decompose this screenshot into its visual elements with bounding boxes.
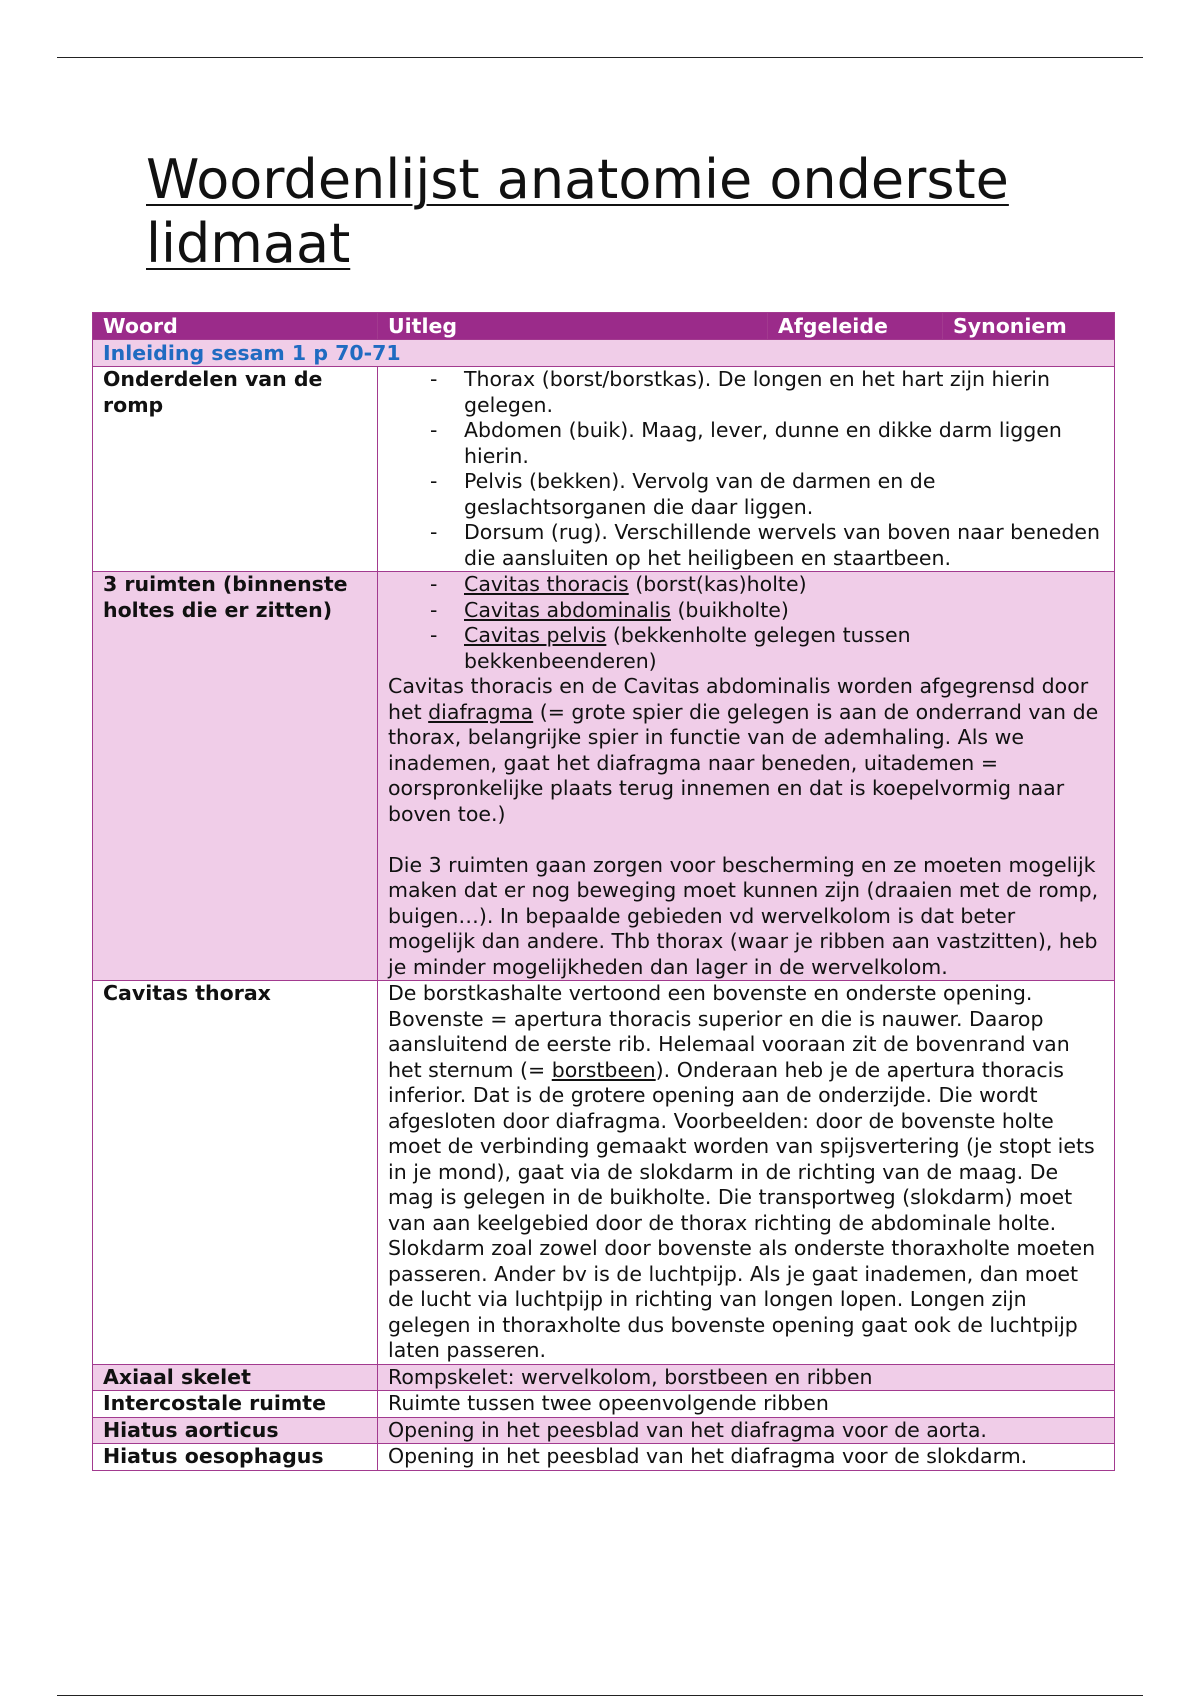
paragraph [388,674,1104,827]
dash-list [388,572,1104,674]
section-row [93,340,1115,367]
dash-list [388,367,1104,571]
paragraph [388,981,1104,1364]
header-derived: Afgeleide [768,313,943,340]
text-run: De borstkashalte vertoond een bovenste en onderste opening. Bovenste = apertura thoracis superior en die is nauwer. Daarop aansluitend de eerste rib. Helemaal vooraan zit de bovenrand van het sternum (= [388,981,1070,1082]
explanation-cell: Ruimte tussen twee opeenvolgende ribben [378,1391,1115,1418]
text-run: (= grote spier die gelegen is aan de onderrand van de thorax, belangrijke spier in functie van de ademhaling. Als we inademen, gaat het diafragma naar beneden, uitademen = oorspronkelijke plaats terug innemen en dat is koepelvormig naar boven toe.) [388,699,1099,826]
cavity-term: Cavitas thoracis [464,572,629,596]
list-item: - Thorax (borst/borstkas). De longen en het hart zijn hierin gelegen. [464,367,1104,418]
underlined-term: diafragma [428,699,534,724]
explanation-cell [378,572,1115,981]
table-header-row [93,313,1115,340]
table-row [93,1364,1115,1391]
footer-rule [57,1695,1143,1696]
cavity-term: Cavitas pelvis [464,623,607,647]
explanation-cell: Opening in het peesblad van het diafragma voor de aorta. [378,1417,1115,1444]
explanation-cell: Opening in het peesblad van het diafragma voor de slokdarm. [378,1444,1115,1471]
explanation-cell: Rompskelet: wervelkolom, borstbeen en ribben [378,1364,1115,1391]
table-row [93,1417,1115,1444]
cavity-term: Cavitas abdominalis [464,597,671,622]
table-row [93,981,1115,1365]
header-rule [57,57,1143,58]
table-row [93,1444,1115,1471]
header-word: Woord [93,313,378,340]
list-item: - Pelvis (bekken). Vervolg van de darmen en de geslachtsorganen die daar liggen. [464,469,1104,520]
table-row [93,367,1115,572]
text-run: ). Onderaan heb je de apertura thoracis inferior. Dat is de grotere opening aan de onderzijde. Die wordt afgesloten door diafragma. Voorbeelden: door de bovenste holte moet de verbinding gemaakt worden van spijsvertering (je stopt iets in je mond), gaat via de slokdarm in de richting van de maag. De mag is gelegen in de buikholte. Die transportweg (slokdarm) moet van aan keelgebied door de thorax richting de abdominale holte. Slokdarm zoal zowel door bovenste als onderste thoraxholte moeten passeren. Ander bv is de luchtpijp. Als je gaat inademen, dan moet de lucht via luchtpijp in richting van longen lopen. Longen zijn gelegen in thoraxholte dus bovenste opening gaat ook de luchtpijp laten passeren. [388,1057,1096,1362]
term-cell: Cavitas thorax [93,981,378,1365]
section-title: Inleiding sesam 1 p 70-71 [93,340,1115,367]
cavity-desc: (bekkenholte gelegen tussen bekkenbeenderen) [464,623,911,673]
cavity-desc: (borst(kas)holte) [628,572,807,596]
table-row [93,1391,1115,1418]
list-item: - Abdomen (buik). Maag, lever, dunne en dikke darm liggen hierin. [464,418,1104,469]
text-run: Cavitas thoracis en de Cavitas abdominalis worden afgegrensd door het [388,674,1089,724]
list-item [464,598,1104,624]
explanation-cell [378,367,1115,572]
cavity-desc: (buikholte) [670,597,789,622]
glossary-table [92,312,1115,1471]
term-cell: Hiatus oesophagus [93,1444,378,1471]
table-row [93,572,1115,981]
underlined-term: borstbeen [551,1057,656,1082]
header-explanation: Uitleg [378,313,768,340]
list-item [464,623,1104,674]
term-cell: Intercostale ruimte [93,1391,378,1418]
list-item [464,572,1104,598]
page-title: Woordenlijst anatomie onderste lidmaat [146,148,1009,275]
term-cell: Axiaal skelet [93,1364,378,1391]
paragraph-gap [388,827,1104,853]
term-cell: 3 ruimten (binnenste holtes die er zitten) [93,572,378,981]
term-cell: Hiatus aorticus [93,1417,378,1444]
term-cell: Onderdelen van de romp [93,367,378,572]
header-synonym: Synoniem [943,313,1115,340]
paragraph: Die 3 ruimten gaan zorgen voor bescherming en ze moeten mogelijk maken dat er nog beweging moet kunnen zijn (draaien met de romp, buigen…). In bepaalde gebieden vd wervelkolom is dat beter mogelijk dan andere. Thb thorax (waar je ribben aan vastzitten), heb je minder mogelijkheden dan lager in de wervelkolom. [388,852,1099,979]
explanation-cell [378,981,1115,1365]
list-item: - Dorsum (rug). Verschillende wervels van boven naar beneden die aansluiten op het heiligbeen en staartbeen. [464,520,1104,571]
